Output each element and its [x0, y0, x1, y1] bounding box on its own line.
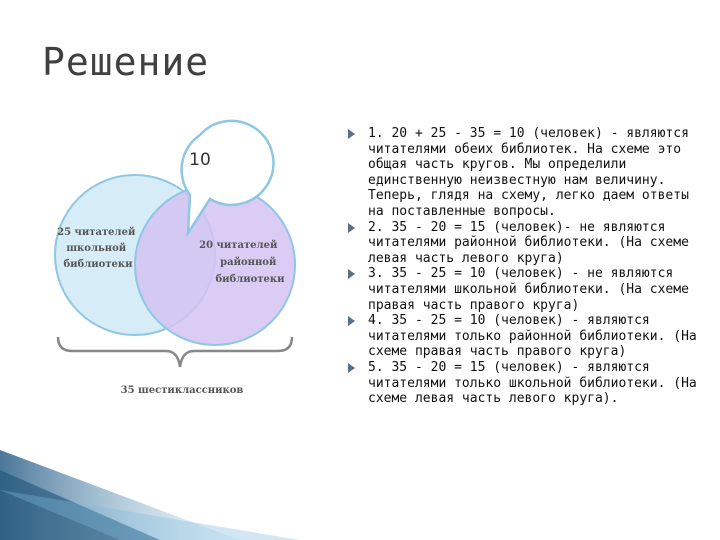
bullet-arrow-icon: [348, 363, 355, 373]
solution-list: [348, 126, 698, 407]
bullet-arrow-icon: [348, 269, 355, 279]
list-item-text: 5. 35 - 20 = 15 (человек) - являются читателями только школьной библиотеки. (На схеме левая часть левого круга).: [368, 359, 697, 407]
venn-diagram: [40, 115, 330, 415]
list-item: [348, 220, 698, 267]
list-item: [348, 266, 698, 313]
list-item-text: 4. 35 - 25 = 10 (человек) - являются читателями только районной библиотеки. (На схеме правая часть правого круга): [368, 313, 697, 360]
list-item: [348, 360, 698, 407]
slide-title: Решение: [42, 40, 210, 84]
left-circle-label: [57, 227, 139, 270]
bullet-arrow-icon: [348, 129, 355, 139]
right-label-line-3: библиотеки: [215, 274, 285, 285]
left-label-line-1: 25 читателей: [57, 227, 136, 238]
list-item-text: 3. 35 - 25 = 10 (человек) - не являются читателями школьной библиотеки. (На схеме правая часть правого круга): [368, 266, 689, 313]
list-item: [348, 313, 698, 360]
bullet-arrow-icon: [348, 223, 355, 233]
list-item: [348, 126, 698, 220]
corner-decoration: [0, 450, 720, 540]
bullet-arrow-icon: [348, 316, 355, 326]
right-label-line-2: районной: [220, 257, 277, 268]
left-label-line-2: школьной: [66, 243, 127, 254]
bubble-value: 10: [189, 150, 211, 170]
brace: [58, 337, 292, 367]
list-item-text: 1. 20 + 25 - 35 = 10 (человек) - являются читателями обеих библиотек. На схеме это общая часть кругов. Мы определили единственную неизвестную нам величину. Теперь, глядя на схему, легко даем ответы на поставленные вопросы.: [368, 126, 689, 219]
right-label-line-1: 20 читателей: [199, 240, 278, 251]
list-item-text: 2. 35 - 20 = 15 (человек)- не являются читателями районной библиотеки. (На схеме левая часть левого круга): [368, 219, 689, 266]
left-label-line-3: библиотеки: [63, 259, 133, 270]
total-label: 35 шестиклассников: [120, 385, 244, 396]
